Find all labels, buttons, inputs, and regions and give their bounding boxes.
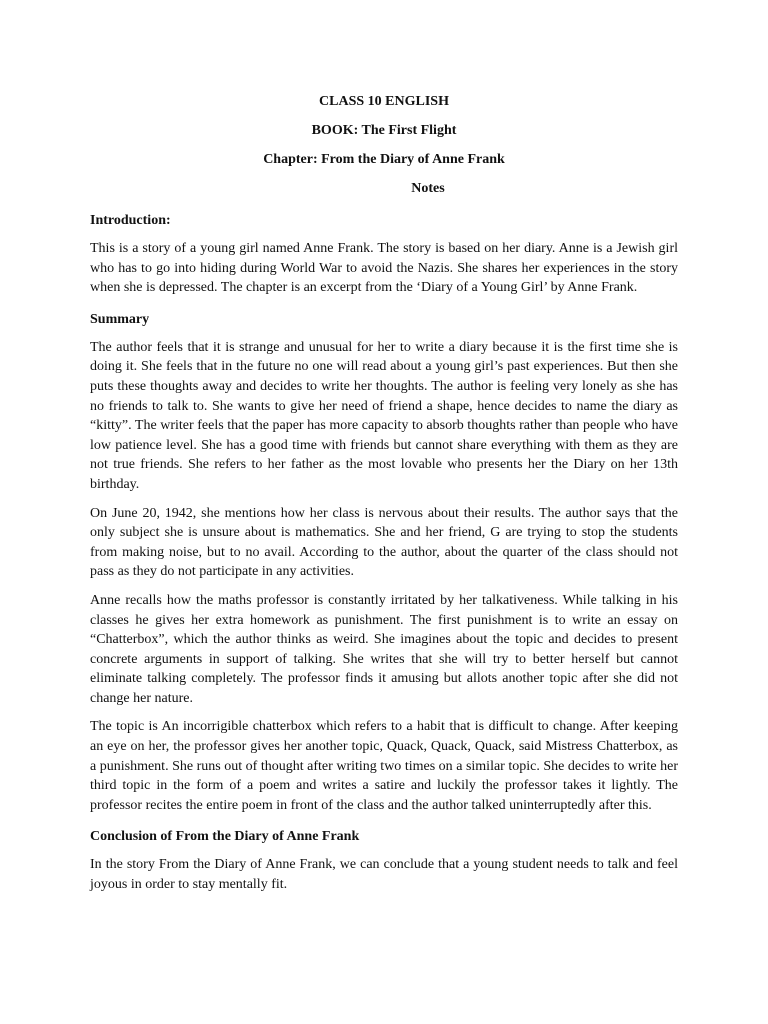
book-heading: BOOK: The First Flight (311, 123, 457, 138)
summary-paragraph-1: The author feels that it is strange and unusual for her to write a diary because it is the first time she is doing it. She feels that in the future no one will read about a young girl’s past experiences. But then she puts these thoughts away and decides to write her thoughts. The author is feeling very lonely as she has no friends to talk to. She wants to give her need of friend a shape, hence decides to name the diary as “kitty”. The writer feels that the paper has more capacity to absorb thoughts rather than people who have low patience level. She has a good time with friends but cannot share everything with them as they are not true friends. She refers to her father as the most lovable who presents her the Diary on her 13th birthday. (90, 339, 678, 492)
summary-title: Summary (90, 311, 150, 327)
conclusion-title: Conclusion of From the Diary of Anne Frank (90, 829, 360, 845)
introduction-paragraph: This is a story of a young girl named Anne Frank. The story is based on her diary. Anne is a Jewish girl who has to go into hiding during World War to avoid the Nazis. She shares her experiences in the story when she is depressed. The chapter is an excerpt from the ‘Diary of a Young Girl’ by Anne Frank. (90, 241, 678, 296)
summary-paragraph-2: On June 20, 1942, she mentions how her class is nervous about their results. The author says that the only subject she is unsure about is mathematics. She and her friend, G are trying to stop the students from making noise, but to no avail. According to the author, about the quarter of the class should not pass as they do not participate in any activities. (90, 505, 678, 580)
notes-heading: Notes (411, 181, 445, 196)
conclusion-paragraph: In the story From the Diary of Anne Frank, we can conclude that a young student needs to talk and feel joyous in order to stay mentally fit. (90, 857, 678, 893)
class-heading: CLASS 10 ENGLISH (319, 94, 449, 109)
introduction-title: Introduction: (90, 213, 171, 228)
summary-paragraph-3: Anne recalls how the maths professor is constantly irritated by her talkativeness. While talking in his classes he gives her extra homework as punishment. The first punishment is to write an essay on “Chatterbox”, which the author thinks as weird. She imagines about the topic and decides to present concrete arguments in support of talking. She writes that she will try to better herself but cannot eliminate talking completely. The professor finds it amusing but allots another topic after she did not change her nature. (90, 592, 678, 706)
summary-paragraph-4: The topic is An incorrigible chatterbox which refers to a habit that is difficult to change. After keeping an eye on her, the professor gives her another topic, Quack, Quack, Quack, said Mistress Chatterbox, as a punishment. She runs out of thought after writing two times on a similar topic. She decides to write her third topic in the form of a poem and writes a satire and luckily the professor takes it lightly. The professor recites the entire poem in front of the class and the author talked uninterruptedly after this. (90, 719, 678, 813)
document-page (90, 92, 678, 904)
chapter-heading: Chapter: From the Diary of Anne Frank (263, 152, 505, 167)
